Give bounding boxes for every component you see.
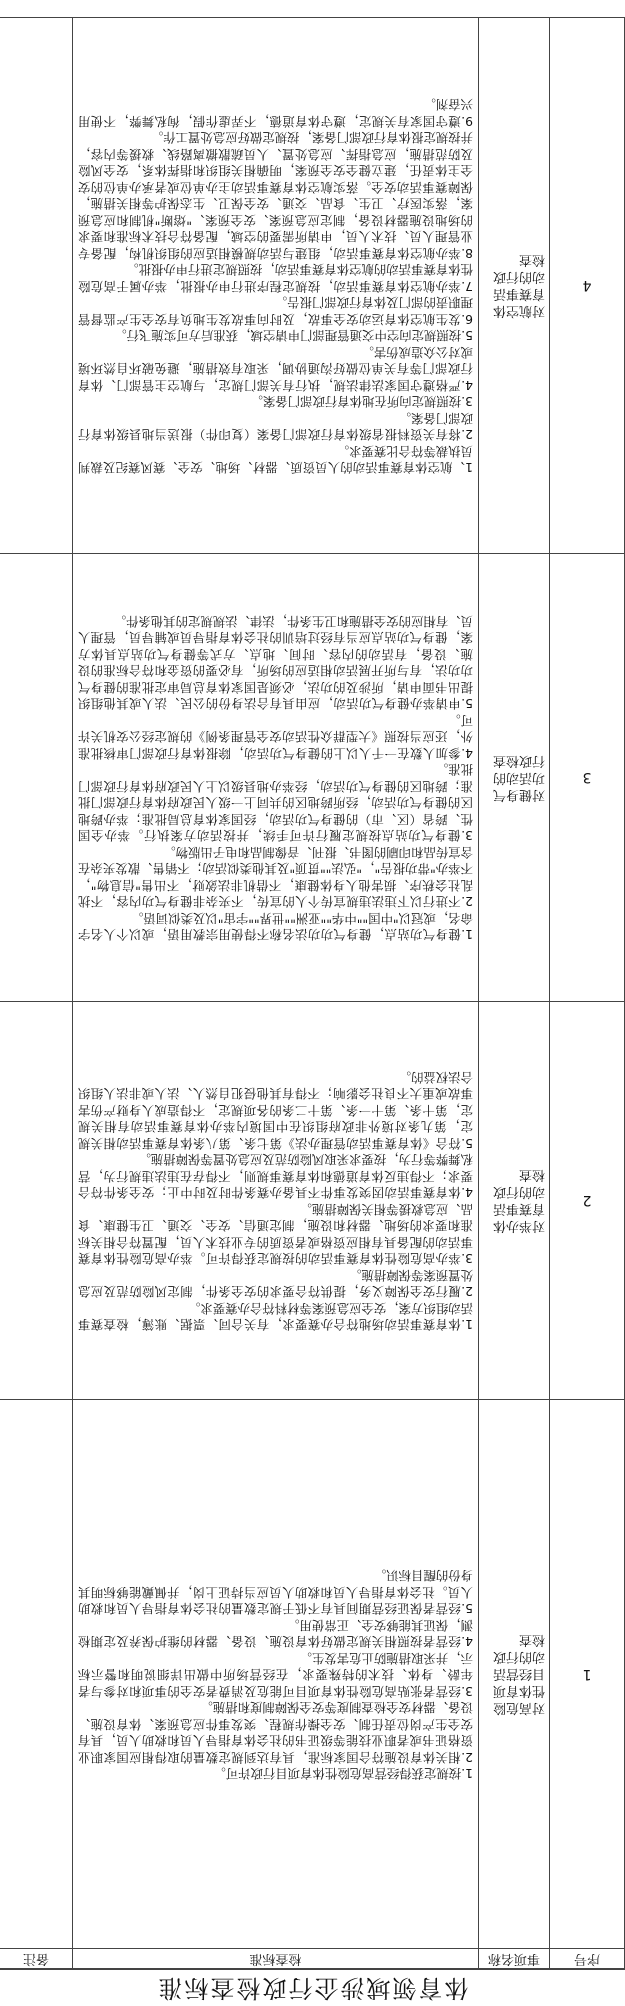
- header-note: 备注: [0, 1949, 73, 1969]
- standard-clause: 1.体育赛事活动场地符合办赛要求，有关合同、票据、账簿，检查赛事活动组织方案，安全应急预案等材料符合办赛要求。: [78, 1301, 473, 1333]
- standard-clause: 7.举办航空体育赛事活动，按规定程序进行申办报批，举办属于高危险性体育赛事活动的航空体育赛事活动，按照规定进行申办报批。: [78, 262, 473, 294]
- item-name: 对高危险性体育项目经营活动的行政检查: [479, 1400, 550, 1949]
- standard-clause: 3.按照规定向所在地体育行政部门备案。: [250, 394, 473, 410]
- standard-clause: 1、航空体育赛事活动的人员资质、器材、场地、安全、赛风赛纪及裁判员执裁等符合比赛要求。: [78, 443, 473, 476]
- table-header-row: [0, 1949, 625, 1969]
- standard-clause: 4.参加人数在一千人以上的健身气功活动，除报体育行政部门审核批准外，还应当按照《大型群众性活动安全管理条例》的规定经公安机关许可。: [78, 713, 473, 761]
- standard-clause: 6.发生航空体育运动安全事故，及时向事故发生地负有安全生产监督管理职责的部门及体育行政部门报告。: [78, 295, 473, 327]
- table-row: [0, 1400, 625, 1949]
- standard-clause: 5.经营者保证经营期间具有不低于规定数量的社会体育指导人员和救助人员。社会体育指导人员和救助人员应当持证上岗，并佩戴能够标明其身份的醒目标识。: [78, 1568, 473, 1617]
- note-cell: [0, 18, 73, 554]
- standard-clause: 2.不进行以下违法违规宣传个人的宣传，不夹杂非健身气功内容，不扰乱社会秩序、损害他人身体健康，不借机非法敛财，不出售"信息物"，不举办"带功报告"，"弘法""贯顶"及其他类似活动；不销售、散发夹杂在含宣传品和印刷的图书、报刊、音像制品和电子出版物。: [78, 845, 473, 910]
- header-name: 事项名称: [479, 1949, 550, 1969]
- item-name: 对举办体育赛事活动的行政检查: [479, 1002, 550, 1400]
- item-name: 对航空体育赛事活动的行政检查: [479, 18, 550, 554]
- standard-clause: 2.相关体育设施符合国家标准，具有达到规定数量的取得相应国家职业资格证书或者职业技能等级证书的社会体育指导人员和救助人员，具有安全生产岗位责任制、安全操作规程、突发事件应急预案、体育设施、设备、器材安全检查制度等安全保障制度和措施。: [78, 1700, 473, 1765]
- standard-clause: 2.履行安全保障义务，提供符合要求的安全条件，制定风险防范及应急处置预案等保障措施。: [78, 1268, 473, 1300]
- item-name: 对健身气功活动的行政检查: [479, 554, 550, 1002]
- standard-clause: 5.符合《体育赛事活动管理办法》第七条、第八条体育赛事活动相关规定，第九条对境外非政府组织在中国境内举办体育赛事活动有相关规定，第十条、第十一条、第十二条的各项规定，不得造成人身财产伤害事故或重大不良社会影响；不得有其他侵犯自然人、法人或非法人组织合法权益的。: [78, 1070, 473, 1151]
- standard-text: [73, 1002, 479, 1400]
- standard-clause: 3.经营者张贴高危险性体育项目可能危及消费者安全的事项和对参与者年龄、身体、技术的特殊要求，在经营场所中做出详细说明和警示标示，并采取措施防止危害发生。: [78, 1650, 473, 1699]
- header-standard: 检查标准: [73, 1949, 479, 1969]
- page-title: 体育领域涉企行政检查标准: [0, 1969, 625, 2006]
- row-number: 2: [550, 1002, 625, 1400]
- table-row: [0, 1002, 625, 1400]
- standard-clause: 1.健身气功站点，健身气功功法名称不得使用宗教用语，或以个人名字命名，或冠以"中国""中华""亚洲""世界""宇宙"以及类似词语。: [78, 911, 473, 943]
- standard-clause: 1.按规定获得经营高危险性体育项目行政许可。: [213, 1766, 473, 1782]
- standard-clause: 3.健身气功站点按规定履行许可手续，并按活动方案执行。举办全国性、跨省（区、市）的健身气功活动，经国家体育总局批准；举办跨地区的健身气功活动，经所跨地区的共同上一级人民政府体育行政部门批准；跨地区的健身气功活动，经举办地县级以上人民政府体育行政部门批准。: [78, 762, 473, 844]
- header-no: 序号: [550, 1949, 625, 1969]
- standard-clause: 5.申请举办健身气功活动，应由具有合法身份的公民、法人或其他组织提出书面申请，所涉及的功法，必须是国家体育总局审定批准的健身气功功法，有与所开展活动相适应的场所，有必要的资金和符合标准的设施、设备，有活动的内容、时间、地点、方式等健身气功站点具体方案，健身气功站点应当有经过培训的社会体育指导员或辅导员，管理人员、有相应的安全措施和卫生条件，法律、法规规定的其他条件。: [78, 614, 473, 712]
- standard-clause: 4.经营者按照相关规定做好体育设施、设备、器材的维护保养及定期检测，保证其能够安全、正常使用。: [78, 1617, 473, 1650]
- standard-clause: 8.举办航空体育赛事活动，组建与活动规模相适应的组织机构，配备专业管理人员、技术人员，申请所需要的空域，配备符合技术标准和要求的场地设施器材设备，制定应急预案、安全预案、"熔断"机制和应急预案，落实医疗、卫生、食品、交通、安全保卫、生态保护等相关措施，保障赛事活动安全。落实航空体育赛事活动主办单位或者承办单位的安全主体责任，建立健全安全预案，明确相关组织和指挥体系，安全风险及防范措施，应急指挥、应急处置、人员疏散撤离路线、救援等内容，并按规定报体育行政部门备案，按规定做好应急处置工作。: [78, 130, 473, 261]
- inspection-standards-table: [0, 17, 625, 1969]
- standard-clause: 5.按照规定向空中交通管理部门申请空域，获准后方可实施飞行。: [114, 328, 473, 344]
- row-number: 3: [550, 554, 625, 1002]
- row-number: 4: [550, 18, 625, 554]
- standard-text: [73, 1400, 479, 1949]
- standard-text: [73, 554, 479, 1002]
- standard-clause: 9.遵守国家有关规定，遵守体育道德，不弄虚作假，徇私舞弊，不使用兴奋剂。: [78, 97, 473, 129]
- standard-clause: 4.严格遵守国家法律法规，执行有关部门规定，与航空主管部门、体育行政部门等有关单位做好沟通协调，采取有效措施，避免破坏自然环境或对公众造成伤害。: [78, 344, 473, 393]
- table-row: [0, 554, 625, 1002]
- standard-clause: 3.举办高危险性体育赛事活动的按规定获得许可。举办高危险性体育赛事活动的配备具有相应资格或者资质的专业技术人员，配置符合相关标准和要求的场地、器材和设施，制定通信、安全、交通、卫生健康、食品、应急救援等相关保障措施。: [78, 1202, 473, 1267]
- row-number: 1: [550, 1400, 625, 1949]
- standard-clause: 4.体育赛事活动因突发事件不具备办赛条件时及时中止；安全条件符合要求；不得违反体育道德和体育赛事规则，不得存在违法违规行为，营私舞弊等行为，按要求采取风险防范及应急处置等保障措施。: [78, 1152, 473, 1201]
- standard-clause: 2.将有关资料报省级体育行政部门备案（复印件）报送当地县级体育行政部门备案。: [78, 410, 473, 443]
- note-cell: [0, 1002, 73, 1400]
- table-row: [0, 18, 625, 554]
- note-cell: [0, 554, 73, 1002]
- standard-text: [73, 18, 479, 554]
- note-cell: [0, 1400, 73, 1949]
